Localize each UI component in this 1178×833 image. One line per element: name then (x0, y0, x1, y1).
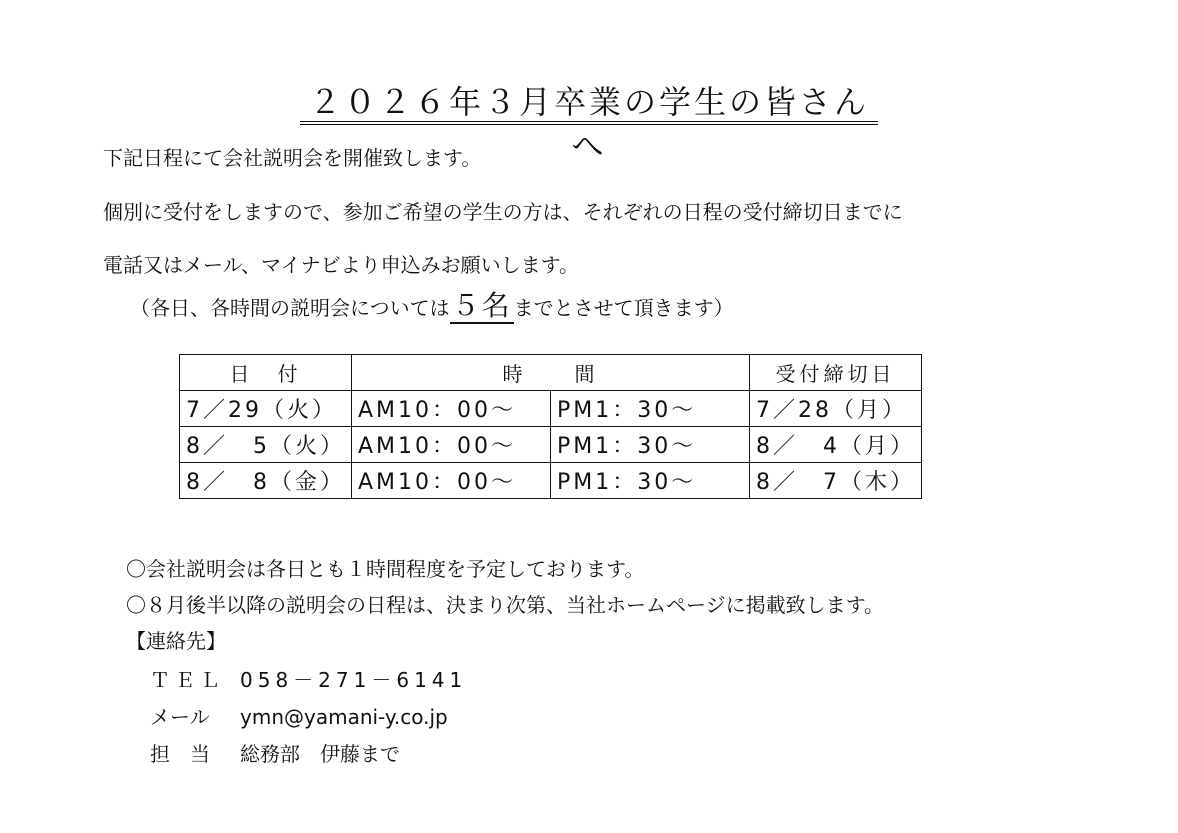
header-date: 日 付 (180, 355, 352, 391)
row-deadline: 8／ 7（木） (750, 463, 922, 499)
note-duration: 〇会社説明会は各日とも１時間程度を予定しております。 (126, 557, 645, 581)
contact-heading: 【連絡先】 (126, 629, 226, 653)
row-deadline: 8／ 4（月） (750, 427, 922, 463)
row-am-session: AM10：00～ (352, 391, 551, 427)
row-pm-session: PM1：30～ (551, 391, 750, 427)
capacity-note-before: （各日、各時間の説明会については (130, 296, 450, 320)
intro-line-2: 個別に受付をしますので、参加ご希望の学生の方は、それぞれの日程の受付締切日までに (103, 200, 903, 224)
note-later-sessions: 〇８月後半以降の説明会の日程は、決まり次第、当社ホームページに掲載致します。 (126, 593, 884, 617)
mail-label: メール (150, 705, 210, 729)
mail-address: ymn@yamani-y.co.jp (240, 705, 448, 729)
page-title: ２０２６年３月卒業の学生の皆さんへ (308, 83, 869, 165)
person-label: 担 当 (150, 742, 210, 766)
row-pm-session: PM1：30～ (551, 427, 750, 463)
intro-line-3: 電話又はメール、マイナビより申込みお願いします。 (103, 253, 579, 277)
table-row (180, 463, 922, 499)
title-double-underline (300, 121, 878, 125)
capacity-note (130, 290, 734, 324)
row-am-session: AM10：00～ (352, 427, 551, 463)
tel-number: 058－271－6141 (240, 668, 468, 692)
table-row (180, 427, 922, 463)
row-pm-session: PM1：30～ (551, 463, 750, 499)
capacity-note-after: までとさせて頂きます） (513, 296, 734, 320)
header-time: 時 間 (352, 355, 750, 391)
row-date: 8／ 5（火） (180, 427, 352, 463)
capacity-limit: ５名 (451, 289, 512, 322)
intro-line-1: 下記日程にて会社説明会を開催致します。 (103, 146, 482, 170)
tel-label: ＴＥＬ (150, 668, 225, 692)
row-deadline: 7／28（月） (750, 391, 922, 427)
row-am-session: AM10：00～ (352, 463, 551, 499)
row-date: 8／ 8（金） (180, 463, 352, 499)
header-deadline: 受付締切日 (750, 355, 922, 391)
schedule-header-row (180, 355, 922, 391)
schedule-table (179, 354, 922, 499)
row-date: 7／29（火） (180, 391, 352, 427)
table-row (180, 391, 922, 427)
person-in-charge: 総務部 伊藤まで (240, 742, 400, 766)
